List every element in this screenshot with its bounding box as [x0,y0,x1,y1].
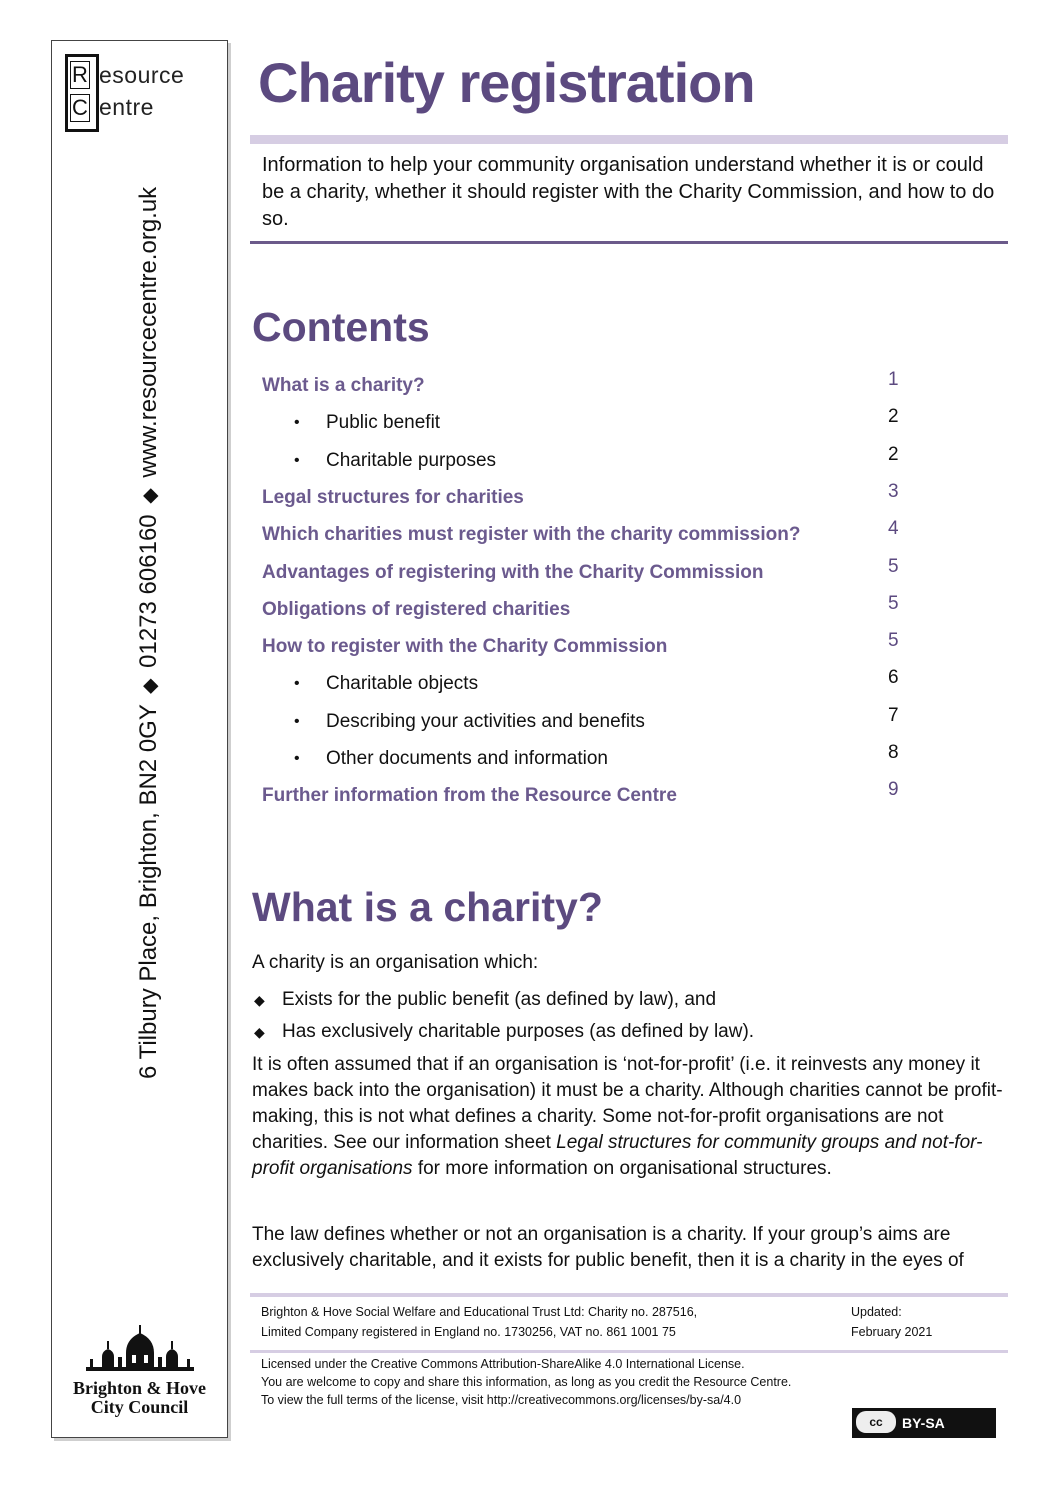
footer-divider [250,1293,1008,1297]
toc-link[interactable]: Obligations of registered charities [262,598,571,620]
toc-link[interactable]: Advantages of registering with the Charity Commission [262,561,764,583]
intro-text: Information to help your community organisation understand whether it is or could be a charity, whether it should register with the Charity Commission, and how to do so. [262,154,995,230]
address-text: 6 Tilbury Place, Brighton, BN2 0GY [135,704,162,1079]
diamond-bullet-icon: ◆ [254,1024,265,1040]
contact-strip [129,186,169,1079]
criteria-list [252,984,1008,1048]
toc-link[interactable]: Which charities must register with the charity commission? [262,524,801,546]
intro-divider [250,241,1008,244]
resource-centre-logo [65,54,215,129]
toc-link[interactable]: What is a charity? [262,375,425,396]
paragraph-law-defines: The law defines whether or not an organisation is a charity. If your group’s aims are exclusively charitable, and it exists for public benefit, then it is a charity in the eyes of [252,1224,964,1271]
diamond-icon: ◆ [139,678,161,694]
diamond-icon: ◆ [139,488,161,504]
toc-link[interactable]: Further information from the Resource Centre [262,785,677,807]
bullet-icon: • [294,675,300,693]
sidebar [51,40,228,1438]
section-heading: What is a charity? [252,884,603,930]
logo-box [65,54,99,132]
cc-by-sa-badge[interactable] [852,1408,996,1438]
toc-subitem-label[interactable]: Charitable objects [326,673,479,695]
diamond-bullet-icon: ◆ [254,992,265,1008]
council-name-line1: Brighton & Hove [73,1378,206,1398]
toc-row[interactable] [250,406,1010,440]
toc-page-number: 4 [888,518,899,540]
paragraph-not-for-profit: It is often assumed that if an organisation is ‘not-for-profit’ (i.e. it reinvests any money it makes back into the organisation) it must be a charity. Although charities cannot be profit-making, this is not what defines a charity. Some not-for-profit organisations are not charities. See our information sheet Legal structures for community groups and not-for-profit organisations for more information on organisational structures. [252,1054,1003,1179]
logo-letter-r: R [70,61,90,89]
list-item: ◆ Exists for the public benefit (as defined by law), and [252,984,1008,1016]
toc-page-number: 1 [888,369,899,390]
bullet-icon: • [294,451,300,469]
toc-page-number: 9 [888,779,899,801]
toc-page-number: 2 [888,406,899,428]
toc-page-number: 8 [888,742,899,763]
toc-page-number: 2 [888,443,899,465]
council-logo [52,1323,227,1417]
toc-page-number: 5 [888,592,899,614]
list-item: ◆ Has exclusively charitable purposes (as defined by law). [252,1016,1008,1048]
toc-row[interactable] [250,742,1010,776]
toc-row[interactable] [250,667,1010,701]
toc-subitem-label[interactable]: Charitable purposes [326,449,497,471]
section-lead: A charity is an organisation which: [252,952,539,973]
phone-text: 01273 606160 [135,514,162,668]
toc-row[interactable] [250,481,1010,515]
registration-info: Brighton & Hove Social Welfare and Educational Trust Ltd: Charity no. 287516, Limited Company registered in England no. 1730256, VAT no. 861 1001 75 [261,1305,698,1339]
toc-row[interactable] [250,779,1010,813]
toc-row[interactable] [250,369,1010,403]
pavilion-icon [80,1323,200,1379]
toc-row[interactable] [250,630,1010,664]
toc-row[interactable] [250,556,1010,590]
footer-divider-2 [250,1350,1008,1353]
toc-page-number: 3 [888,480,899,502]
toc-row[interactable] [250,518,1010,552]
toc-subitem-label[interactable]: Public benefit [326,412,441,434]
toc-link[interactable]: How to register with the Charity Commission [262,636,668,658]
info-sheet-title: Legal structures for community groups and not-for-profit organisations [252,1132,983,1179]
license-text: Licensed under the Creative Commons Attribution-ShareAlike 4.0 International License. You are welcome to copy and share this information, as long as you credit the Resource Centre. To view the full terms of the license, visit http://creativecommons.org/licenses/by-sa/4.0 [261,1357,792,1407]
logo-letter-c: C [70,94,90,122]
creative-commons-icon: cc [856,1411,896,1433]
toc-page-number: 5 [888,630,899,652]
bullet-icon: • [294,712,300,730]
toc-subitem-label[interactable]: Describing your activities and benefits [326,710,645,732]
website-link[interactable]: www.resourcecentre.org.uk [135,186,162,478]
toc-subitem-label[interactable]: Other documents and information [326,748,608,769]
license-badge-label: BY-SA [902,1415,945,1431]
toc-row[interactable] [250,705,1010,739]
bullet-icon: • [294,414,300,432]
page-title: Charity registration [258,51,755,114]
contents-heading: Contents [252,304,430,350]
updated-info: Updated: February 2021 [851,1305,933,1339]
toc-link[interactable]: Legal structures for charities [262,486,524,508]
toc-page-number: 5 [888,555,899,577]
bullet-icon: • [294,750,300,767]
logo-word-2: entre [99,94,154,120]
logo-word-1: esource [99,62,185,88]
council-name-line2: City Council [90,1397,189,1417]
toc-row[interactable] [250,593,1010,627]
title-divider [250,135,1008,144]
toc-page-number: 6 [888,667,899,689]
toc-page-number: 7 [888,704,899,726]
toc-row[interactable] [250,444,1010,478]
